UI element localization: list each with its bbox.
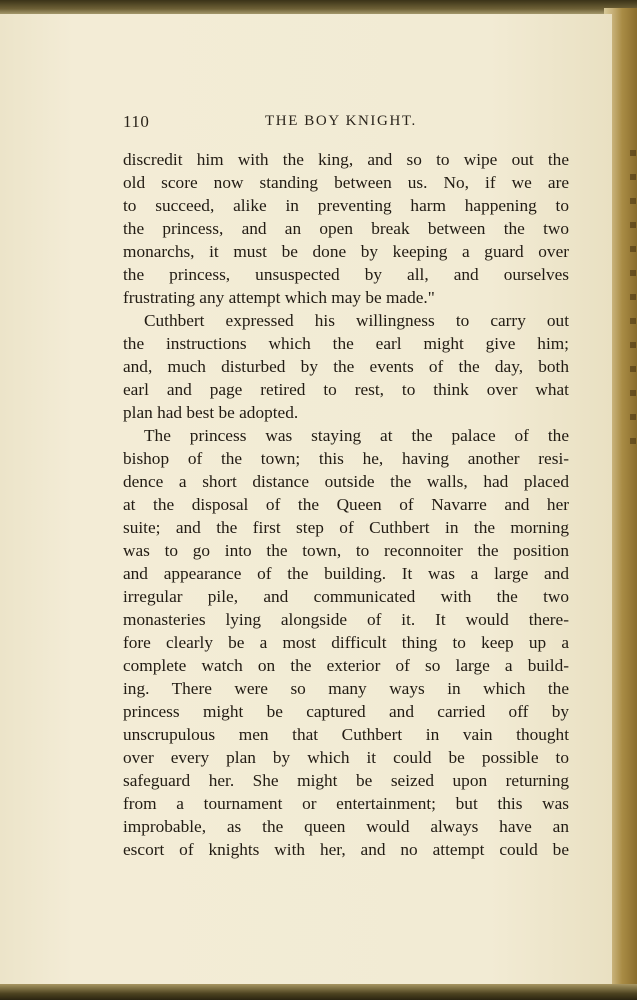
text-line: and appearance of the building. It was a large and [123,564,569,583]
body-text [123,148,569,861]
book-bottom-edge [0,984,637,1000]
text-line: escort of knights with her, and no attempt could be [123,840,569,859]
text-line: complete watch on the exterior of so large a build- [123,656,569,675]
text-line: was to go into the town, to reconnoiter the position [123,541,569,560]
text-line: the instructions which the earl might give him; [123,334,569,353]
text-line: suite; and the first step of Cuthbert in the morning [123,518,569,537]
text-line: bishop of the town; this he, having another resi- [123,449,569,468]
text-line: princess might be captured and carried off by [123,702,569,721]
text-line: fore clearly be a most difficult thing to keep up a [123,633,569,652]
text-line: earl and page retired to rest, to think over what [123,380,569,399]
text-line: dence a short distance outside the walls, had placed [123,472,569,491]
running-title: THE BOY KNIGHT. [265,113,417,129]
text-line: at the disposal of the Queen of Navarre and her [123,495,569,514]
page-number: 110 [123,112,150,131]
text-line: improbable, as the queen would always have an [123,817,569,836]
text-line: to succeed, alike in preventing harm happening to [123,196,569,215]
text-line: and, much disturbed by the events of the day, both [123,357,569,376]
text-line: unscrupulous men that Cuthbert in vain thought [123,725,569,744]
facing-page-text-marks [630,150,636,450]
text-line: old score now standing between us. No, if we are [123,173,569,192]
text-line: the princess, unsuspected by all, and ourselves [123,265,569,284]
paragraph-start-line: The princess was staying at the palace of the [144,426,569,445]
text-line: over every plan by which it could be possible to [123,748,569,767]
text-line: safeguard her. She might be seized upon returning [123,771,569,790]
text-line: plan had best be adopted. [123,403,299,422]
text-line: monasteries lying alongside of it. It would there- [123,610,569,629]
paragraph-start-line: Cuthbert expressed his willingness to carry out [144,311,569,330]
text-line: discredit him with the king, and so to wipe out the [123,150,569,169]
text-line: frustrating any attempt which may be made." [123,288,435,307]
page-header [123,112,569,136]
text-line: ing. There were so many ways in which the [123,679,569,698]
text-line: from a tournament or entertainment; but this was [123,794,569,813]
text-line: irregular pile, and communicated with the two [123,587,569,606]
text-line: the princess, and an open break between the two [123,219,569,238]
text-line: monarchs, it must be done by keeping a guard over [123,242,569,261]
